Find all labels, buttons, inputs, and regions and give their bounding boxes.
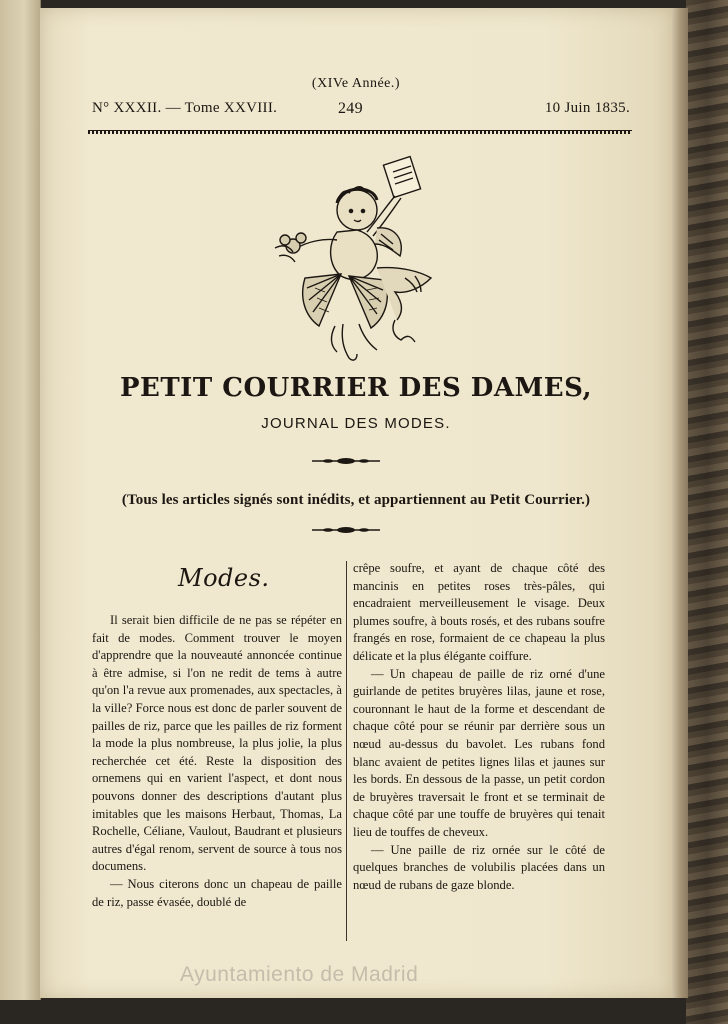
editorial-notice: (Tous les articles signés sont inédits, et appartiennent au Petit Courrier.) [121, 492, 591, 508]
column-divider [346, 561, 347, 941]
page-number: 249 [338, 100, 363, 117]
paragraph: — Une paille de riz ornée sur le côté de quelques branches de volubilis placées dans un nœud de rubans de gaze blonde. [353, 842, 605, 892]
journal-page [40, 8, 672, 998]
page-stack-edge [670, 8, 688, 998]
section-heading: Modes. [178, 564, 270, 592]
paragraph: Il serait bien difficile de ne pas se répéter en fait de modes. Comment trouver le moyen d'apprendre que la nouveauté annoncée continue à être admise, si l'on ne redit de tems à autre qu'on l'a revue aux promenades, aux spectacles, à la ville? Force nous est donc de parler souvent de pailles de riz, parce que les pailles de riz forment la mode la plus nombreuse, la plus jolie, la plus recherchée cet été. Reste la disposition des ornemens qui en varient l'aspect, et dont nous pouvons donner des descriptions d'autant plus imitables que les maisons Herbaut, Thomas, La Rochelle, Céliane, Vaulout, Baudrant et plusieurs autres d'égal renom, servent de source à tous nos documens. [92, 613, 342, 874]
article-column-right [353, 560, 605, 894]
issue-date: 10 Juin 1835. [544, 100, 630, 116]
ornament-rule-icon [310, 525, 382, 535]
masthead-subtitle: JOURNAL DES MODES. [261, 415, 451, 432]
cherub-with-newspaper-icon [245, 148, 445, 373]
header-rule [88, 130, 632, 134]
issue-number: N° XXXII. — Tome XXVIII. [92, 100, 278, 116]
masthead-title: PETIT COURRIER DES DAMES, [119, 373, 593, 403]
year-label: (XIVe Année.) [311, 76, 401, 91]
issue-header [92, 100, 630, 120]
paragraph: — Un chapeau de paille de riz orné d'une guirlande de petites bruyères lilas, jaune et rose, couronnant le haut de la forme et descendant de chaque côté pour se réunir par derrière sous un nœud au-dessus du bavolet. Les rubans fond blanc avaient de petites lignes lilas et jaunes sur les bords. En dessous de la passe, un petit cordon de bruyères traversait le front et se terminait de chaque côté par une touffe de bruyères qui tenait lieu de touffes de cheveux. [353, 666, 605, 839]
facing-page-edge [0, 0, 41, 1000]
ornament-rule-icon [310, 456, 382, 466]
paragraph: — Nous citerons donc un chapeau de paille de riz, passe évasée, doublé de [92, 876, 342, 909]
library-watermark: Ayuntamiento de Madrid [180, 963, 419, 986]
book-binding [686, 0, 728, 1024]
article-column-left [92, 612, 342, 911]
paragraph: crêpe soufre, et ayant de chaque côté des mancinis en petites roses très-pâles, qui encadraient merveilleusement le visage. Deux plumes soufre, à bouts rosés, et des rubans soufre frangés en rose, formaient de ce chapeau la plus délicate et la plus élégante coiffure. [353, 561, 605, 663]
